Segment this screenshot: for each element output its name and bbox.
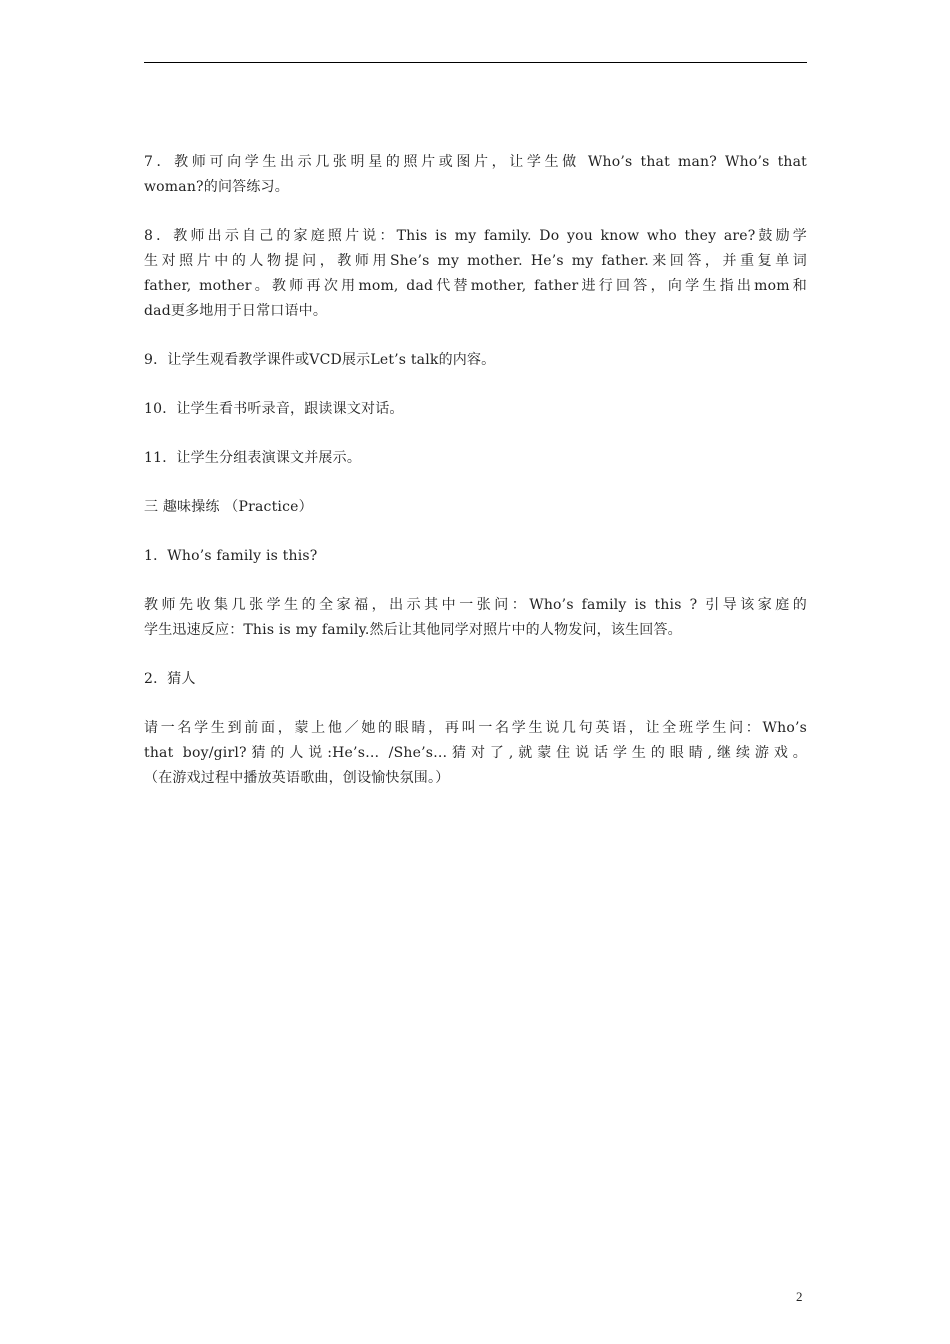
activity-2-description — [144, 716, 807, 791]
text-line: woman?的问答练习。 — [144, 179, 289, 195]
text-line: 11．让学生分组表演课文并展示。 — [144, 450, 362, 466]
activity-1-description — [144, 593, 807, 643]
paragraph-step-9 — [144, 348, 807, 373]
paragraph-step-7 — [144, 150, 807, 200]
text-line: 2．猜人 — [144, 671, 196, 687]
header-rule — [144, 62, 807, 63]
text-line: 1．Who’s family is this? — [144, 548, 318, 564]
text-line: 10．让学生看书听录音，跟读课文对话。 — [144, 401, 404, 417]
text-line: 7．教师可向学生出示几张明星的照片或图片，让学生做 Who’s that man? Who’s that — [144, 154, 807, 170]
text-line: 9．让学生观看教学课件或VCD展示Let’s talk的内容。 — [144, 352, 496, 368]
text-line: father, mother。教师再次用mom, dad代替mother, father进行回答，向学生指出mom和 — [144, 278, 807, 294]
text-line: 生对照片中的人物提问，教师用She’s my mother. He’s my father.来回答，并重复单词 — [144, 253, 807, 269]
text-line: 三 趣味操练 （Practice） — [144, 499, 313, 515]
text-line: 8．教师出示自己的家庭照片说：This is my family. Do you know who they are?鼓励学 — [144, 228, 807, 244]
paragraph-step-10 — [144, 397, 807, 422]
section-heading-practice — [144, 495, 807, 520]
text-line: 请一名学生到前面，蒙上他／她的眼睛，再叫一名学生说几句英语，让全班学生问：Who’s — [144, 720, 807, 736]
paragraph-step-8 — [144, 224, 807, 324]
text-line: dad更多地用于日常口语中。 — [144, 303, 328, 319]
activity-2-title — [144, 667, 807, 692]
page-number: 2 — [796, 1289, 803, 1304]
text-line: 学生迅速反应：This is my family.然后让其他同学对照片中的人物发问，该生回答。 — [144, 622, 682, 638]
text-line: （在游戏过程中播放英语歌曲，创设愉快氛围。） — [144, 770, 450, 786]
activity-1-title — [144, 544, 807, 569]
document-body — [144, 150, 807, 815]
text-line: that boy/girl?猜的人说:He’s… /She’s…猜对了,就蒙住说话学生的眼睛,继续游戏。 — [144, 745, 807, 761]
text-line: 教师先收集几张学生的全家福，出示其中一张问：Who’s family is this ? 引导该家庭的 — [144, 597, 807, 613]
paragraph-step-11 — [144, 446, 807, 471]
